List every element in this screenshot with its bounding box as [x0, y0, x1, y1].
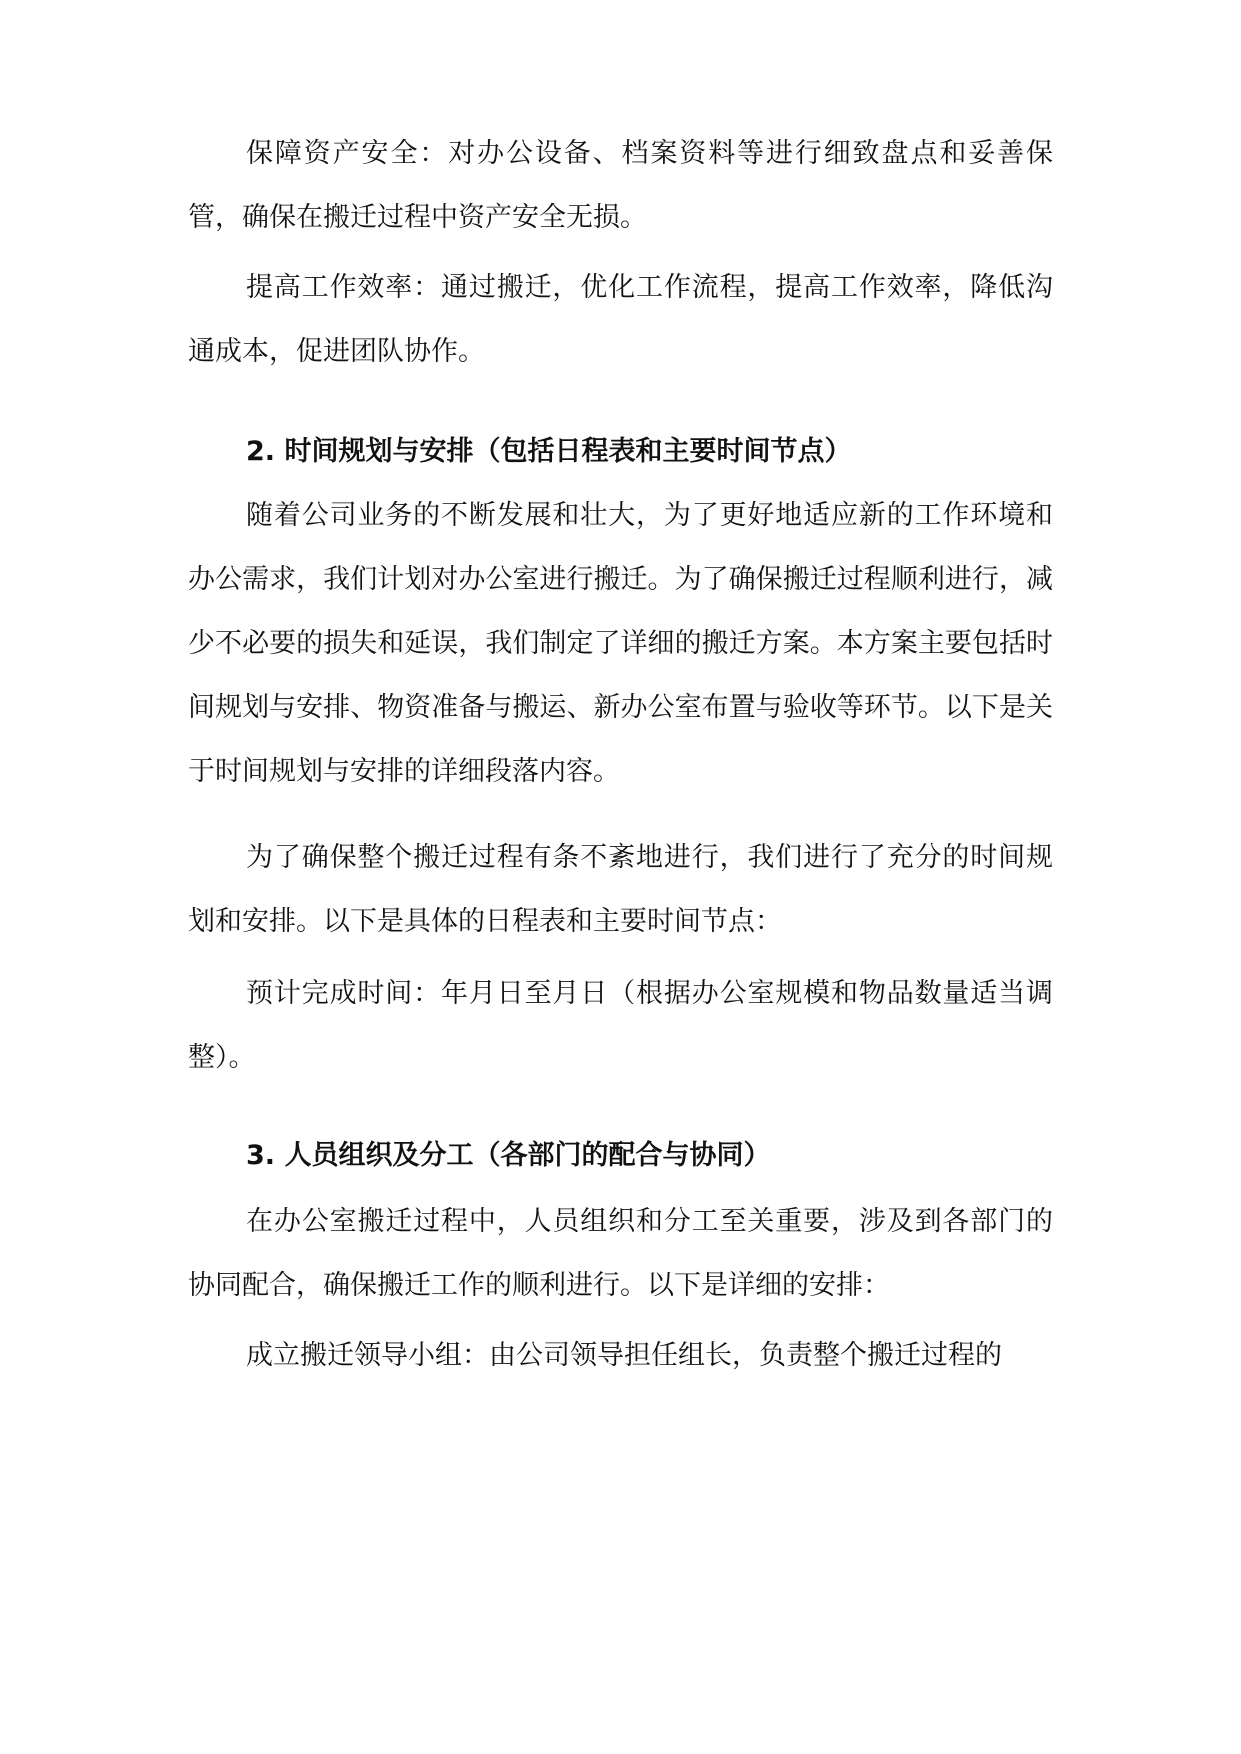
paragraph-schedule-intro: 为了确保整个搬迁过程有条不紊地进行，我们进行了充分的时间规划和安排。以下是具体的日程表和主要时间节点：: [188, 842, 1053, 937]
paragraph-completion-time: 预计完成时间：年月日至月日（根据办公室规模和物品数量适当调整）。: [188, 978, 1053, 1073]
paragraph-work-efficiency: 提高工作效率：通过搬迁，优化工作流程，提高工作效率，降低沟通成本，促进团队协作。: [188, 272, 1053, 367]
paragraph-leadership-group: 成立搬迁领导小组：由公司领导担任组长，负责整个搬迁过程的: [246, 1340, 1002, 1371]
section-heading-3: 3. 人员组织及分工（各部门的配合与协同）: [246, 1140, 771, 1171]
paragraph-relocation-intro: 随着公司业务的不断发展和壮大，为了更好地适应新的工作环境和办公需求，我们计划对办公室进行搬迁。为了确保搬迁过程顺利进行，减少不必要的损失和延误，我们制定了详细的搬迁方案。本方案主要包括时间规划与安排、物资准备与搬运、新办公室布置与验收等环节。以下是关于时间规划与安排的详细段落内容。: [188, 500, 1053, 787]
paragraph-asset-safety: 保障资产安全：对办公设备、档案资料等进行细致盘点和妥善保管，确保在搬迁过程中资产安全无损。: [188, 138, 1053, 233]
section-heading-2: 2. 时间规划与安排（包括日程表和主要时间节点）: [246, 436, 852, 467]
paragraph-staff-organization: 在办公室搬迁过程中，人员组织和分工至关重要，涉及到各部门的协同配合，确保搬迁工作的顺利进行。以下是详细的安排：: [188, 1206, 1053, 1301]
